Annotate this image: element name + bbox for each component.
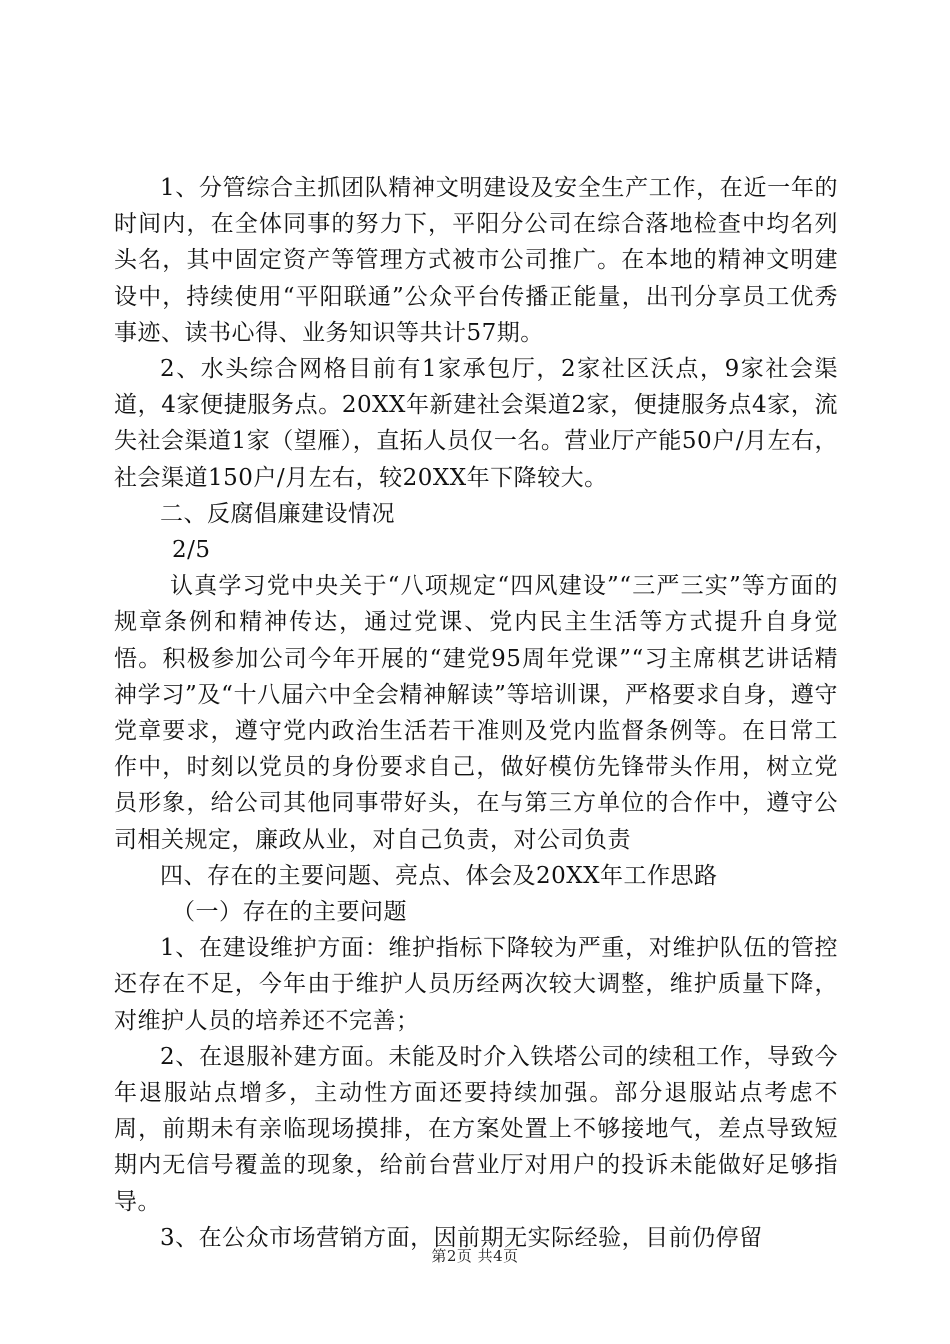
section-heading-problems: 四、存在的主要问题、亮点、体会及20XX年工作思路 [160, 862, 718, 889]
paragraph-party-study: 认真学习党中央关于“八项规定“四风建设”“三严三实”等方面的规章条例和精神传达，通过党课、党内民主生活等方式提升自身觉悟。积极参加公司今年开展的“建党95周年党课”“习主席棋艺讲话精神学习”及“十八届六中全会精神解读”等培训课，严格要求自身，遵守党章要求，遵守党内政治生活若干准则及党内监督条例等。在日常工作中，时刻以党员的身份要求自己，做好模仿先锋带头作用，树立党员形象，给公司其他同事带好头，在与第三方单位的合作中，遵守公司相关规定，廉政从业，对自己负责，对公司负责 [114, 573, 838, 853]
inline-page-marker: 2/5 [172, 537, 211, 564]
paragraph-public-marketing: 3、在公众市场营销方面，因前期无实际经验，目前仍停留 [160, 1224, 763, 1251]
paragraph-maintenance: 1、在建设维护方面：维护指标下降较为严重，对维护队伍的管控还存在不足，今年由于维护人员历经两次较大调整，维护质量下降，对维护人员的培养还不完善； [114, 935, 838, 1034]
paragraph-comprehensive-management: 1、分管综合主抓团队精神文明建设及安全生产工作，在近一年的时间内，在全体同事的努力下，平阳分公司在综合落地检查中均名列头名，其中固定资产等管理方式被市公司推广。在本地的精神文明建设中，持续使用“平阳联通”公众平台传播正能量，出刊分享员工优秀事迹、读书心得、业务知识等共计57期。 [114, 175, 838, 346]
section-heading-anti-corruption: 二、反腐倡廉建设情况 [160, 500, 395, 527]
paragraph-site-rebuild: 2、在退服补建方面。未能及时介入铁塔公司的续租工作，导致今年退服站点增多，主动性方面还要持续加强。部分退服站点考虑不周，前期未有亲临现场摸排，在方案处置上不够接地气，差点导致短期内无信号覆盖的现象，给前台营业厅对用户的投诉未能做好足够指导。 [114, 1043, 838, 1215]
sub-heading-main-problems: （一）存在的主要问题 [172, 899, 407, 926]
page-footer: 第2页 共4页 [431, 1247, 519, 1265]
paragraph-shuitou-grid: 2、水头综合网格目前有1家承包厅，2家社区沃点，9家社会渠道，4家便捷服务点。20XX年新建社会渠道2家，便捷服务点4家，流失社会渠道1家（望雁），直拓人员仅一名。营业厅产能50户/月左右，社会渠道150户/月左右，较20XX年下降较大。 [114, 356, 838, 491]
document-body [114, 170, 838, 1256]
